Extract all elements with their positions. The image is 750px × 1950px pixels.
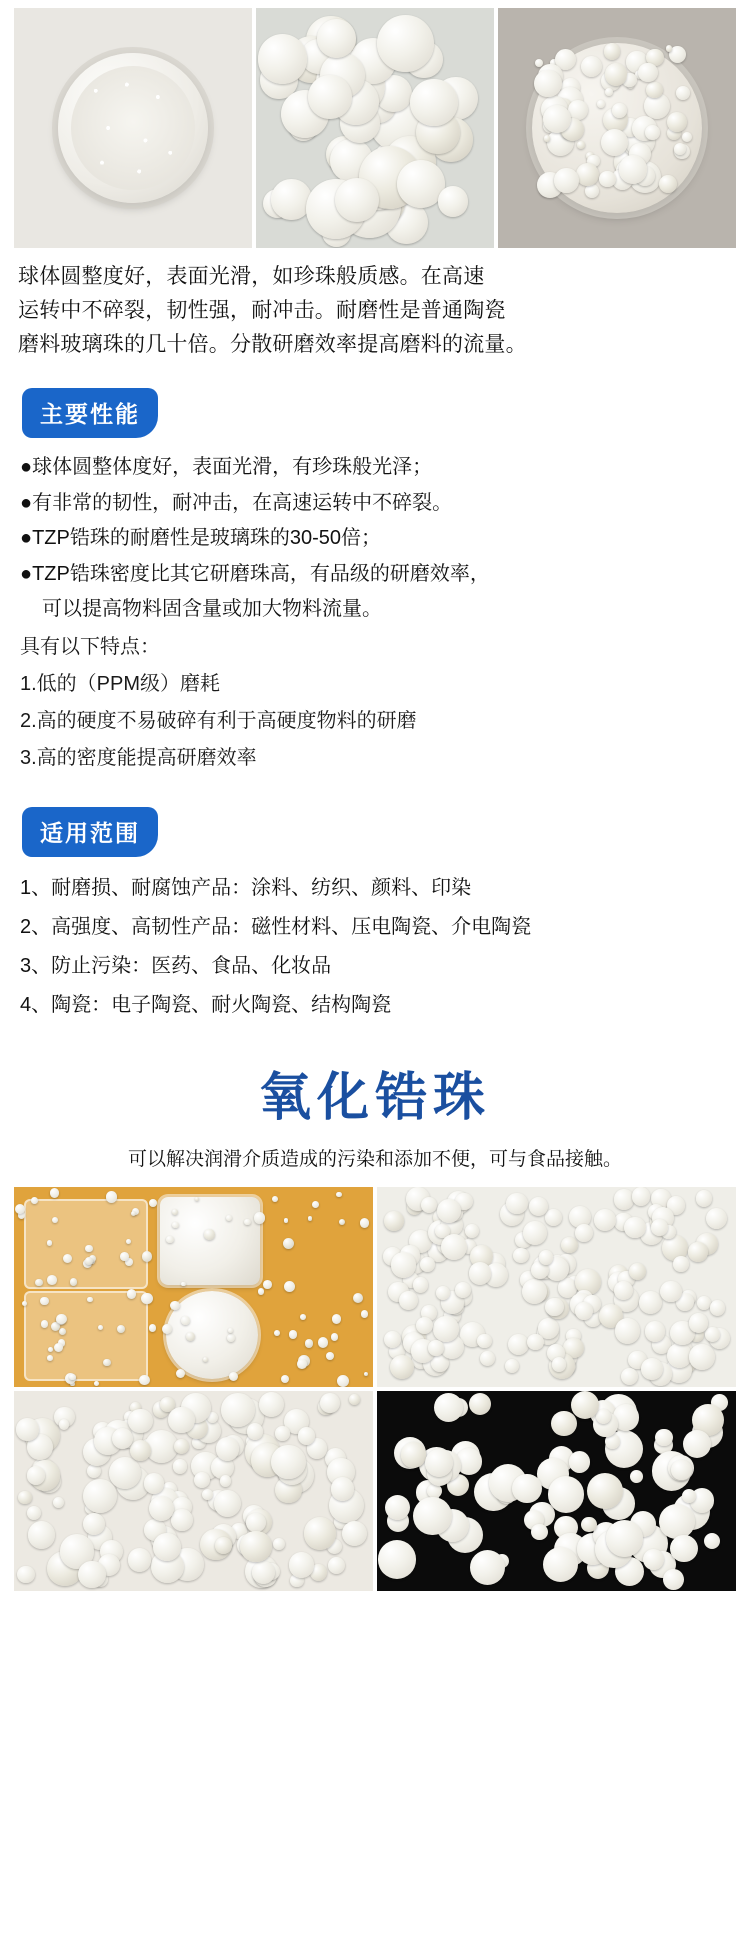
dense-bead-cluster: [377, 1187, 736, 1387]
top-image-strip: [0, 0, 750, 248]
scope-heading-wrap: [22, 807, 750, 857]
features-label: 具有以下特点：: [20, 636, 160, 659]
ball-cluster: [256, 8, 494, 248]
product-subtitle: 可以解决润滑介质造成的污染和添加不便，可与食品接触。: [127, 1148, 622, 1170]
mixed-size-bead-cluster: [14, 1391, 373, 1591]
scope-list: [20, 869, 738, 1025]
bottom-image-gallery: [0, 1187, 750, 1591]
product-title: 氧化锆珠: [258, 1068, 491, 1127]
large-white-ceramic-balls-image: [256, 8, 494, 248]
mixed-bead-cluster: [532, 43, 702, 213]
intro-line-3: 磨料玻璃珠的几十倍。分散研磨效率提高磨料的流量。: [18, 333, 527, 357]
mixed-size-beads-dish-image: [498, 8, 736, 248]
list-item: 2.高的硬度不易破碎有利于高硬度物料的研磨: [20, 709, 417, 732]
main-performance-heading-wrap: [22, 388, 750, 438]
list-item: 3.高的密度能提高研磨效率: [20, 746, 257, 769]
scope-heading: 适用范围: [22, 807, 158, 857]
intro-paragraph: [18, 260, 732, 362]
tray-bead-cluster: [14, 1187, 373, 1387]
intro-line-1: 球体圆整度好，表面光滑，如珍珠般质感。在高速: [18, 265, 485, 288]
bullet-item: ●TZP锆珠密度比其它研磨珠高，有品级的研磨效率，: [20, 562, 490, 585]
beads-on-black-background-image: [377, 1391, 736, 1591]
main-performance-bullets: [20, 450, 734, 628]
mixed-dish-shape: [532, 43, 702, 213]
petri-dish-contents: [71, 66, 195, 190]
petri-dish-white-beads-image: [14, 8, 252, 248]
bullet-item: ●球体圆整体度好，表面光滑，有珍珠般光泽；: [20, 456, 433, 479]
list-item: 4、陶瓷：电子陶瓷、耐火陶瓷、结构陶瓷: [20, 993, 392, 1016]
features-numbered-list: [20, 666, 734, 777]
dense-white-beads-texture-image: [377, 1187, 736, 1387]
list-item: 3、防止污染：医药、食品、化妆品: [20, 954, 332, 977]
intro-line-2: 运转中不碎裂，韧性强，耐冲击。耐磨性是普通陶瓷: [18, 299, 506, 323]
list-item: 2、高强度、高韧性产品：磁性材料、压电陶瓷、介电陶瓷: [20, 915, 532, 938]
mixed-bead-sizes-white-image: [14, 1391, 373, 1591]
petri-dish-shape: [58, 53, 208, 203]
main-performance-heading: 主要性能: [22, 388, 158, 438]
orange-tray-sample-dishes-image: [14, 1187, 373, 1387]
list-item: 1、耐磨损、耐腐蚀产品：涂料、纺织、颜料、印染: [20, 876, 472, 899]
black-bg-bead-cluster: [377, 1391, 736, 1591]
bullet-item: ●有非常的韧性，耐冲击，在高速运转中不碎裂。: [20, 491, 453, 514]
bullet-item: ●TZP锆珠的耐磨性是玻璃珠的30-50倍；: [20, 527, 382, 550]
list-item: 1.低的（PPM级）磨耗: [20, 672, 221, 695]
bullet-item-continuation: 可以提高物料固含量或加大物料流量。: [42, 598, 382, 621]
